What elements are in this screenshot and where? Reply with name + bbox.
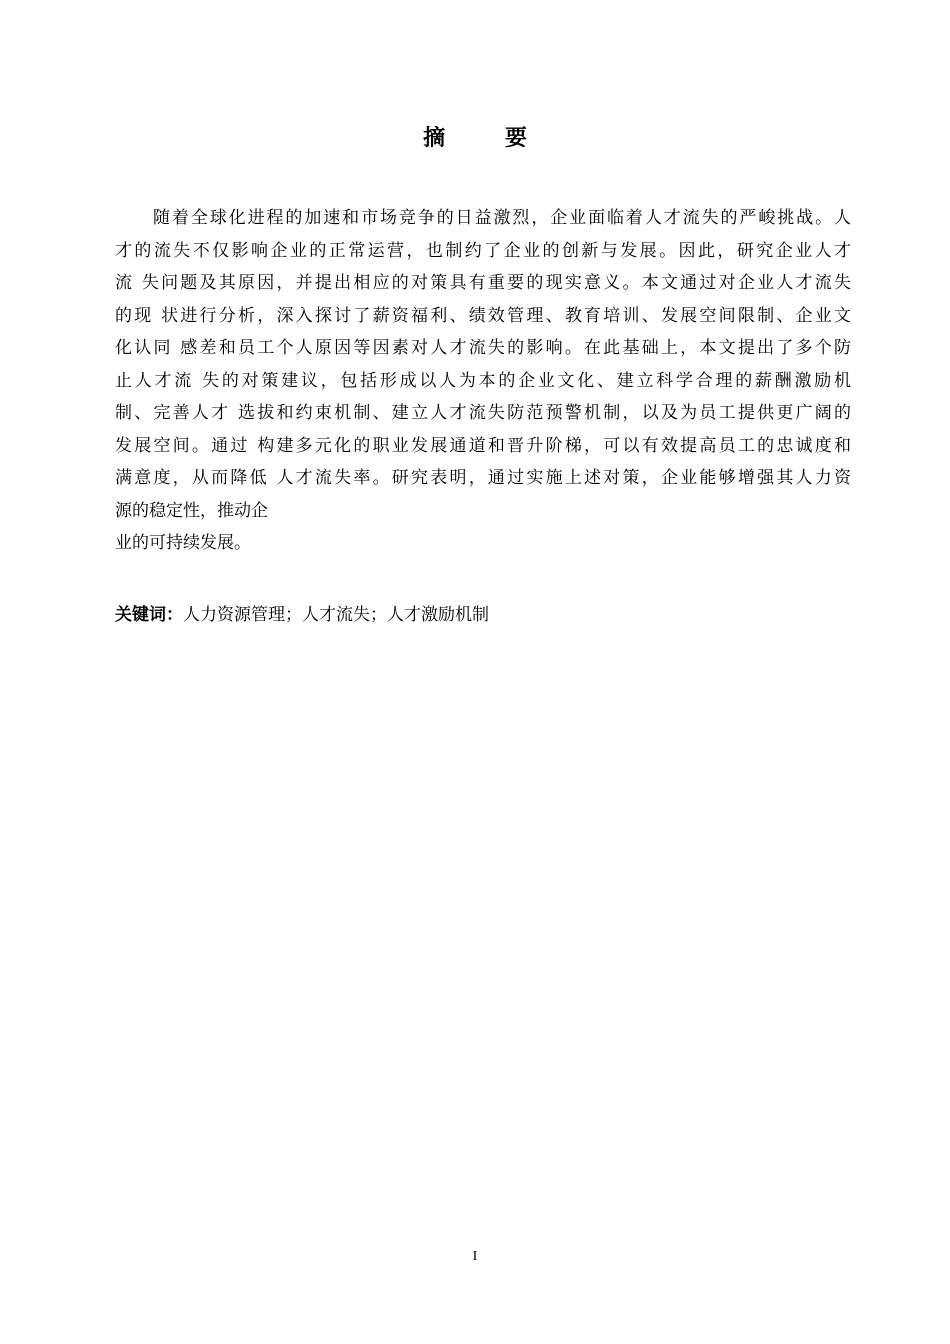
abstract-line: 才的流失不仅影响企业的正常运营，也制约了企业的创新与发展。因此，研究企业人才 <box>115 240 851 261</box>
keywords-label: 关键词： <box>115 605 183 625</box>
keywords-line <box>115 600 851 630</box>
abstract-line: 的现 状进行分析，深入探讨了薪资福利、绩效管理、教育培训、发展空间限制、企业文 <box>115 305 851 326</box>
page-number: I <box>472 1249 478 1264</box>
abstract-line: 止人才流 失的对策建议，包括形成以人为本的企业文化、建立科学合理的薪酬激励机 <box>115 370 851 391</box>
abstract-line: 随着全球化进程的加速和市场竞争的日益激烈，企业面临着人才流失的严峻挑战。人 <box>153 208 851 228</box>
abstract-line: 制、完善人才 选拔和约束机制、建立人才流失防范预警机制，以及为员工提供更广阔的 <box>115 403 851 423</box>
abstract-body <box>115 202 851 560</box>
abstract-line: 满意度，从而降低 人才流失率。研究表明，通过实施上述对策，企业能够增强其人力资 <box>115 468 851 488</box>
abstract-line: 流 失问题及其原因，并提出相应的对策具有重要的现实意义。本文通过对企业人才流失 <box>115 273 851 293</box>
abstract-line: 发展空间。通过 构建多元化的职业发展通道和晋升阶梯，可以有效提高员工的忠诚度和 <box>115 435 851 456</box>
abstract-line: 业的可持续发展。 <box>115 533 251 553</box>
abstract-line: 化认同 感差和员工个人原因等因素对人才流失的影响。在此基础上，本文提出了多个防 <box>115 338 851 358</box>
page-title: 摘 要 <box>423 126 553 151</box>
abstract-line: 源的稳定性，推动企 <box>115 500 268 521</box>
keywords-value: 人力资源管理；人才流失；人才激励机制 <box>183 605 489 625</box>
